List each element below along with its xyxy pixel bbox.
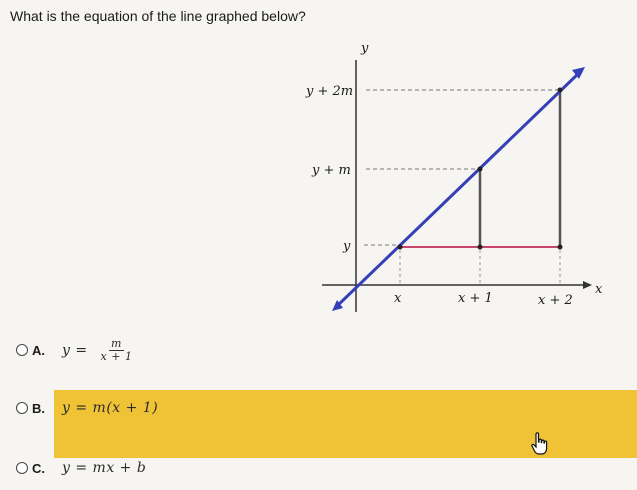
point-x-y (398, 245, 403, 250)
option-a-radio[interactable] (16, 344, 28, 356)
option-a-numerator: m (111, 336, 122, 350)
x-tick-label: x (394, 291, 402, 306)
y-tick-label: y (343, 239, 351, 254)
graphed-line (336, 72, 580, 307)
option-a-denominator: x + 1 (100, 349, 133, 363)
option-a-eq-prefix: y = (62, 342, 93, 358)
x-tick-label: x + 2 (538, 293, 573, 308)
option-c-equation: y = mx + b (62, 460, 147, 476)
option-a-equation (62, 338, 134, 363)
point-x1-y (478, 245, 483, 250)
y-axis-label: y (361, 41, 369, 56)
hand-cursor-icon (530, 432, 550, 456)
option-c-radio[interactable] (16, 462, 28, 474)
option-b-radio[interactable] (16, 402, 28, 414)
option-b-letter: B. (32, 400, 45, 416)
x-axis-label: x (595, 282, 603, 297)
point-x2-y (558, 245, 563, 250)
option-a-fraction (99, 338, 135, 363)
y-tick-label: y + 2m (306, 84, 354, 99)
point-x2-y2m (558, 88, 563, 93)
y-tick-label: y + m (312, 163, 351, 178)
option-a[interactable] (0, 328, 637, 372)
x-axis-arrow (583, 281, 592, 289)
option-a-letter: A. (32, 342, 45, 358)
x-tick-label: x + 1 (458, 291, 493, 306)
option-b[interactable] (0, 386, 637, 430)
option-c-letter: C. (32, 460, 45, 476)
question-text: What is the equation of the line graphed below? (10, 8, 306, 24)
point-x1-ym (478, 167, 483, 172)
option-b-equation: y = m(x + 1) (62, 400, 159, 416)
